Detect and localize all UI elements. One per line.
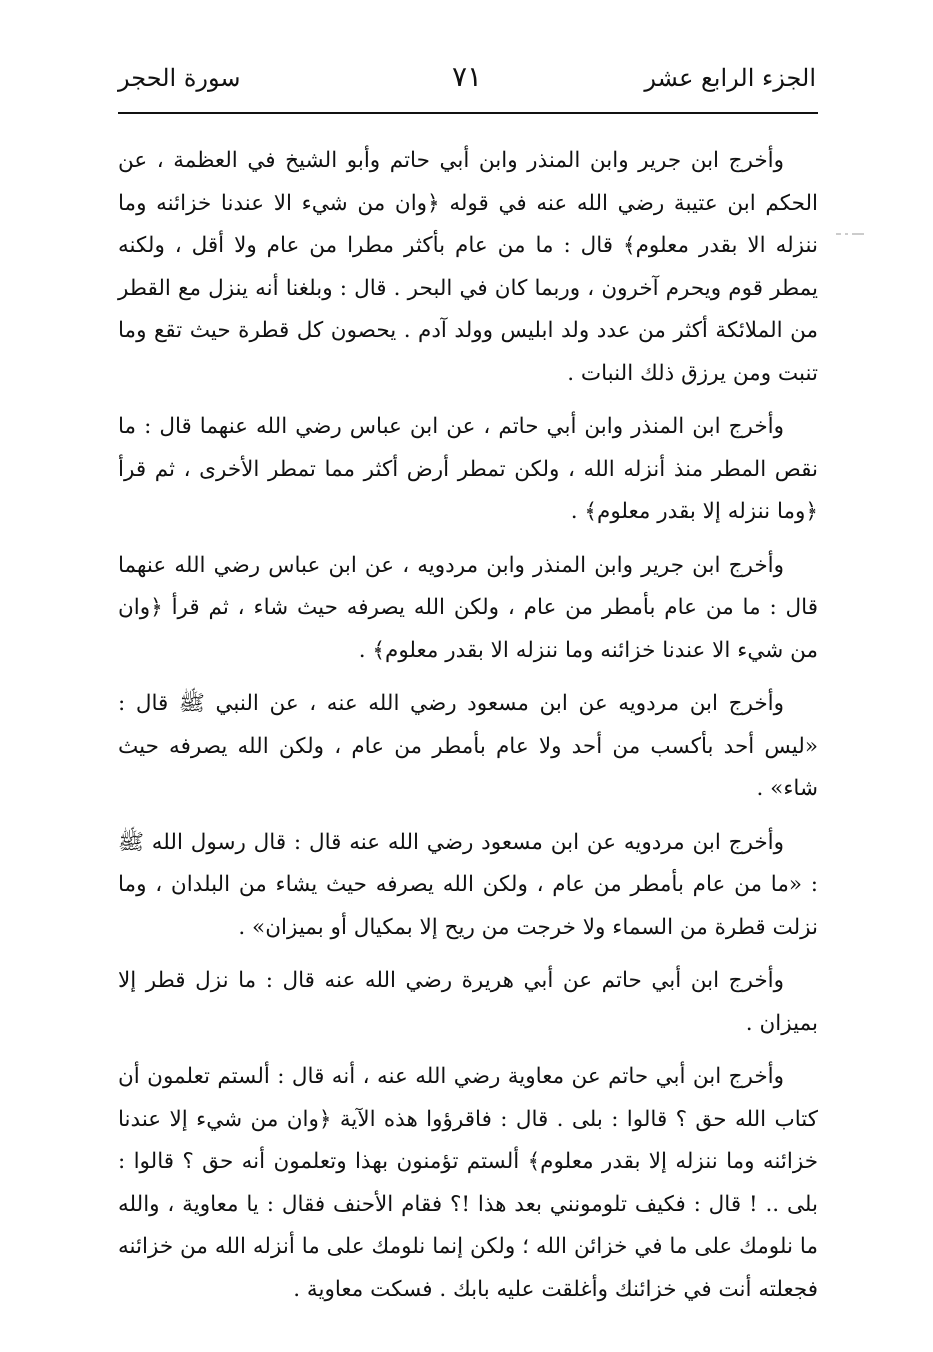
paragraph-hakam: وأخرج ابن جرير وابن المنذر وابن أبي حاتم وأبو الشيخ في العظمة ، عن الحكم ابن عتيبة رضي الله عنه في قوله ﴿وان من شيء الا عندنا خزائنه وما ننزله الا بقدر معلوم﴾ قال : ما من عام بأكثر مطرا من عام ولا أقل ، ولكنه يمطر قوم ويحرم آخرون ، وربما كان في البحر . قال : وبلغنا أنه ينزل مع القطر من الملائكة أكثر من عدد ولد ابليس وولد آدم . يحصون كل قطرة حيث تقع وما تنبت ومن يرزق ذلك النبات .	[118, 148, 818, 386]
paragraph-ibn-masud-1: وأخرج ابن مردويه عن ابن مسعود رضي الله عنه ، عن النبي ﷺ قال : «ليس أحد بأكسب من أحد ولا عام بأمطر من عام ، ولكن الله يصرفه حيث شاء» .	[118, 691, 818, 801]
page-number: ٧١	[451, 60, 483, 93]
main-text	[118, 140, 818, 1322]
paragraph-ibn-masud-2: وأخرج ابن مردويه عن ابن مسعود رضي الله عنه قال : قال رسول الله ﷺ : «ما من عام بأمطر من عام ، ولكن الله يصرفه حيث يشاء من البلدان ، وما نزلت قطرة من السماء ولا خرجت من ريح إلا بمكيال أو بميزان» .	[118, 829, 818, 940]
paragraph-ibn-abbas-2: وأخرج ابن جرير وابن المنذر وابن مردويه ، عن ابن عباس رضي الله عنهما قال : ما من عام بأمطر من عام ، ولكن الله يصرفه حيث شاء ، ثم قرأ ﴿وان من شيء الا عندنا خزائنه وما ننزله الا بقدر معلوم﴾ .	[118, 552, 818, 663]
part-title: الجزء الرابع عشر	[644, 64, 816, 92]
header-divider	[118, 112, 818, 114]
surah-title: سورة الحجر	[118, 64, 241, 92]
paragraph-abu-hurayra: وأخرج ابن أبي حاتم عن أبي هريرة رضي الله عنه قال : ما نزل قطر إلا بميزان .	[118, 968, 818, 1036]
margin-speck	[836, 232, 864, 236]
paragraph-ibn-abbas-1: وأخرج ابن المنذر وابن أبي حاتم ، عن ابن عباس رضي الله عنهما قال : ما نقص المطر منذ أنزله الله ، ولكن تمطر أرض أكثر مما تمطر الأخرى ، ثم قرأ ﴿وما ننزله إلا بقدر معلوم﴾ .	[118, 414, 818, 524]
running-header	[118, 60, 816, 104]
paragraph-muawiya: وأخرج ابن أبي حاتم عن معاوية رضي الله عنه ، أنه قال : ألستم تعلمون أن كتاب الله حق ؟ قالوا : بلى . قال : فاقرؤوا هذه الآية ﴿وان من شيء إلا عندنا خزائنه وما ننزله إلا بقدر معلوم﴾ ألستم تؤمنون بهذا وتعلمون أنه حق ؟ قالوا : بلى .. ! قال : فكيف تلومونني بعد هذا !؟ فقام الأحنف فقال : يا معاوية ، والله ما نلومك على ما في خزائن الله ؛ ولكن إنما نلومك على ما أنزله الله من خزائنه فجعلته أنت في خزائنك وأغلقت عليه بابك . فسكت معاوية .	[118, 1064, 818, 1302]
